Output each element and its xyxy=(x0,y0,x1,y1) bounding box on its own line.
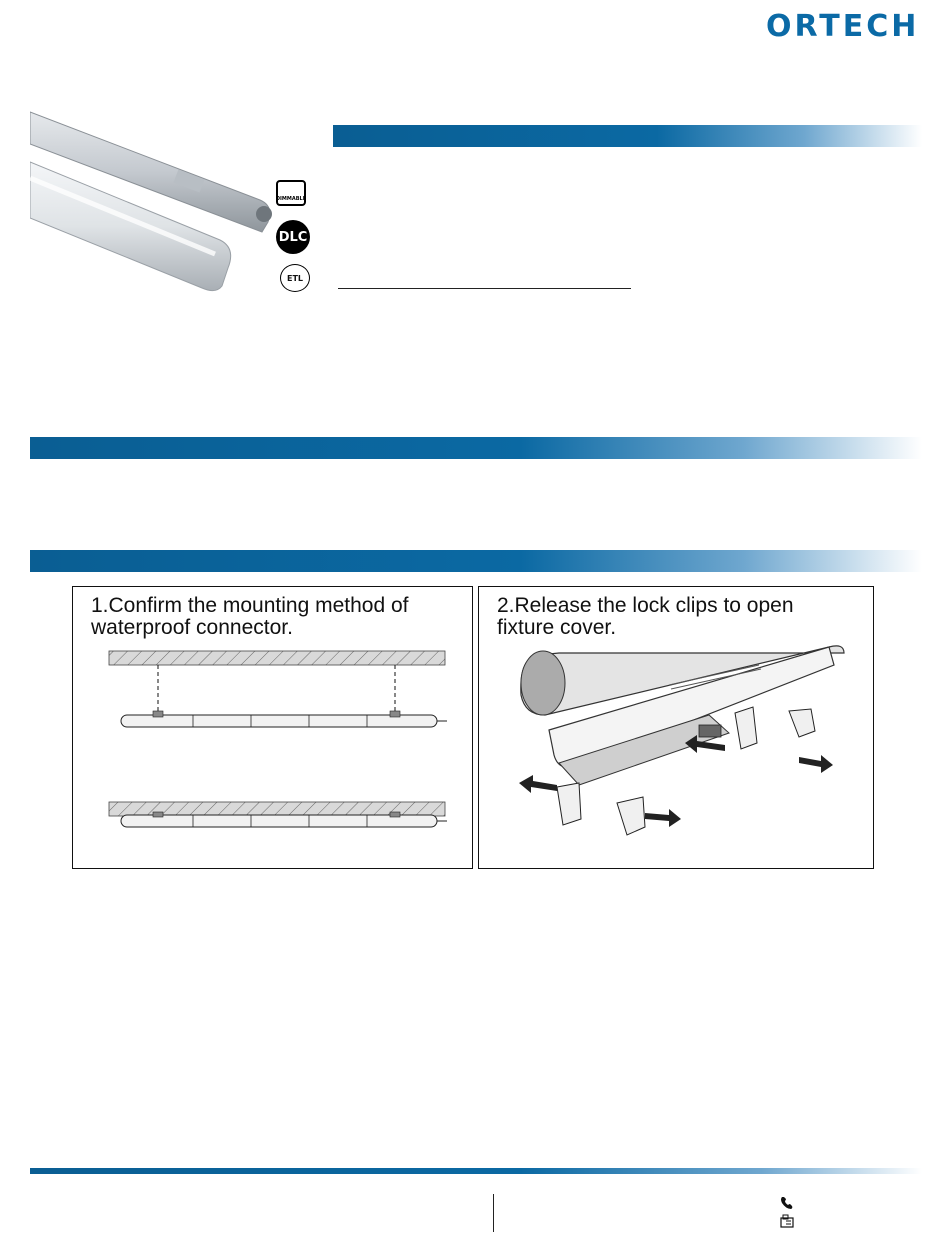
section-bar-2 xyxy=(30,550,922,572)
title-bar xyxy=(333,125,922,147)
dimmable-badge: DIMMABLE xyxy=(276,180,306,206)
fax-icon xyxy=(780,1214,794,1228)
step-1-panel xyxy=(72,586,473,869)
footer-rule xyxy=(30,1168,922,1174)
divider-line xyxy=(338,288,631,289)
product-photo xyxy=(30,108,275,298)
step-2-title: 2.Release the lock clips to open fixture cover. xyxy=(497,594,794,639)
etl-badge: ETL xyxy=(280,264,310,292)
step-1-title: 1.Confirm the mounting method of waterproof connector. xyxy=(91,594,409,639)
mounting-diagram xyxy=(103,647,453,847)
step-2-panel xyxy=(478,586,874,869)
phone-icon xyxy=(780,1196,794,1210)
lock-clip-diagram xyxy=(499,645,869,865)
brand-logo: ORTECH xyxy=(766,9,920,44)
section-bar-1 xyxy=(30,437,922,459)
dlc-badge: DLC xyxy=(276,220,310,254)
footer-divider xyxy=(493,1194,494,1232)
